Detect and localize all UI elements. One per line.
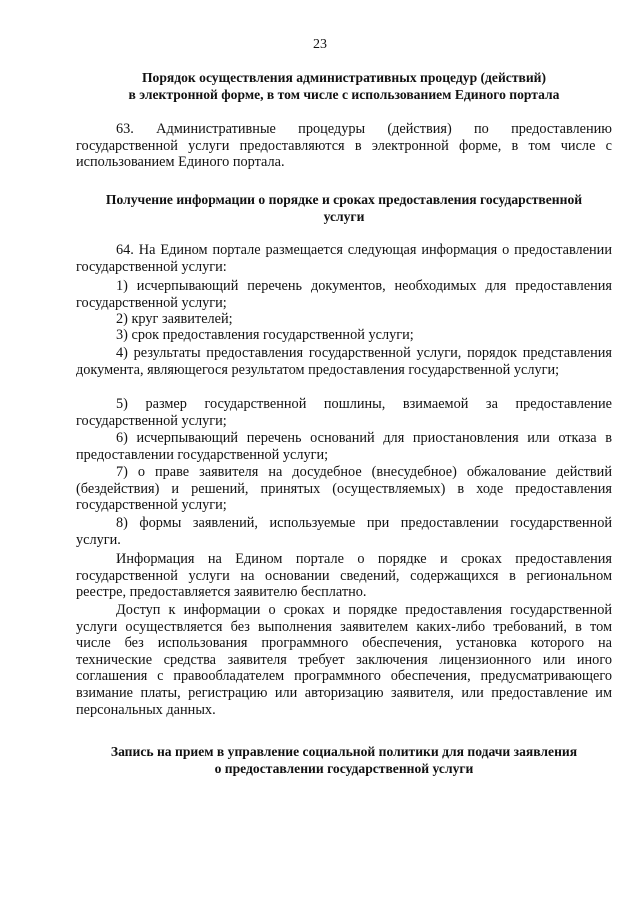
- heading-line: Получение информации о порядке и сроках предоставления государственной: [105, 192, 583, 207]
- list-item: 4) результаты предоставления государственной услуги, порядок представления документа, являющегося результатом предоставления государственной услуги;: [76, 345, 612, 378]
- page-number: 23: [313, 37, 327, 52]
- heading-line: услуги: [323, 209, 365, 224]
- paragraph-portal-info: Информация на Едином портале о порядке и сроках предоставления государственной услуги на основании сведений, содержащихся в региональном реестре, предоставляется заявителю бесплатно.: [76, 551, 612, 601]
- list-item: 2) круг заявителей;: [116, 311, 233, 327]
- paragraph-64-intro: 64. На Едином портале размещается следующая информация о предоставлении государственной услуги:: [76, 242, 612, 275]
- heading-line: о предоставлении государственной услуги: [214, 761, 474, 776]
- paragraph-access: Доступ к информации о сроках и порядке предоставления государственной услуги осуществляется без выполнения заявителем каких-либо требований, в том числе без использования программного обеспечения, установка которого на технические средства заявителя требует заключения лицензионного или иного соглашения с правообладателем программного обеспечения, предусматривающего взимание платы, регистрацию или авторизацию заявителя, или предоставление им персональных данных.: [76, 602, 612, 718]
- section-heading-appointment: [74, 743, 614, 777]
- list-item: 3) срок предоставления государственной услуги;: [116, 327, 414, 343]
- heading-line: в электронной форме, в том числе с использованием Единого портала: [128, 87, 560, 102]
- section-heading-electronic-procedures: [74, 69, 614, 103]
- list-item: 1) исчерпывающий перечень документов, необходимых для предоставления государственной услуги;: [76, 278, 612, 311]
- section-heading-information: [74, 191, 614, 225]
- list-item: 6) исчерпывающий перечень оснований для приостановления или отказа в предоставлении государственной услуги;: [76, 430, 612, 463]
- list-item: 7) о праве заявителя на досудебное (внесудебное) обжалование действий (бездействия) и решений, принятых (осуществляемых) в ходе предоставления государственной услуги;: [76, 464, 612, 514]
- heading-line: Запись на прием в управление социальной политики для подачи заявления: [110, 744, 578, 759]
- list-item: 8) формы заявлений, используемые при предоставлении государственной услуги.: [76, 515, 612, 548]
- list-item: 5) размер государственной пошлины, взимаемой за предоставление государственной услуги;: [76, 396, 612, 429]
- heading-line: Порядок осуществления административных процедур (действий): [141, 70, 547, 85]
- paragraph-63: 63. Административные процедуры (действия) по предоставлению государственной услуги предоставляются в электронной форме, в том числе с использованием Единого портала.: [76, 121, 612, 171]
